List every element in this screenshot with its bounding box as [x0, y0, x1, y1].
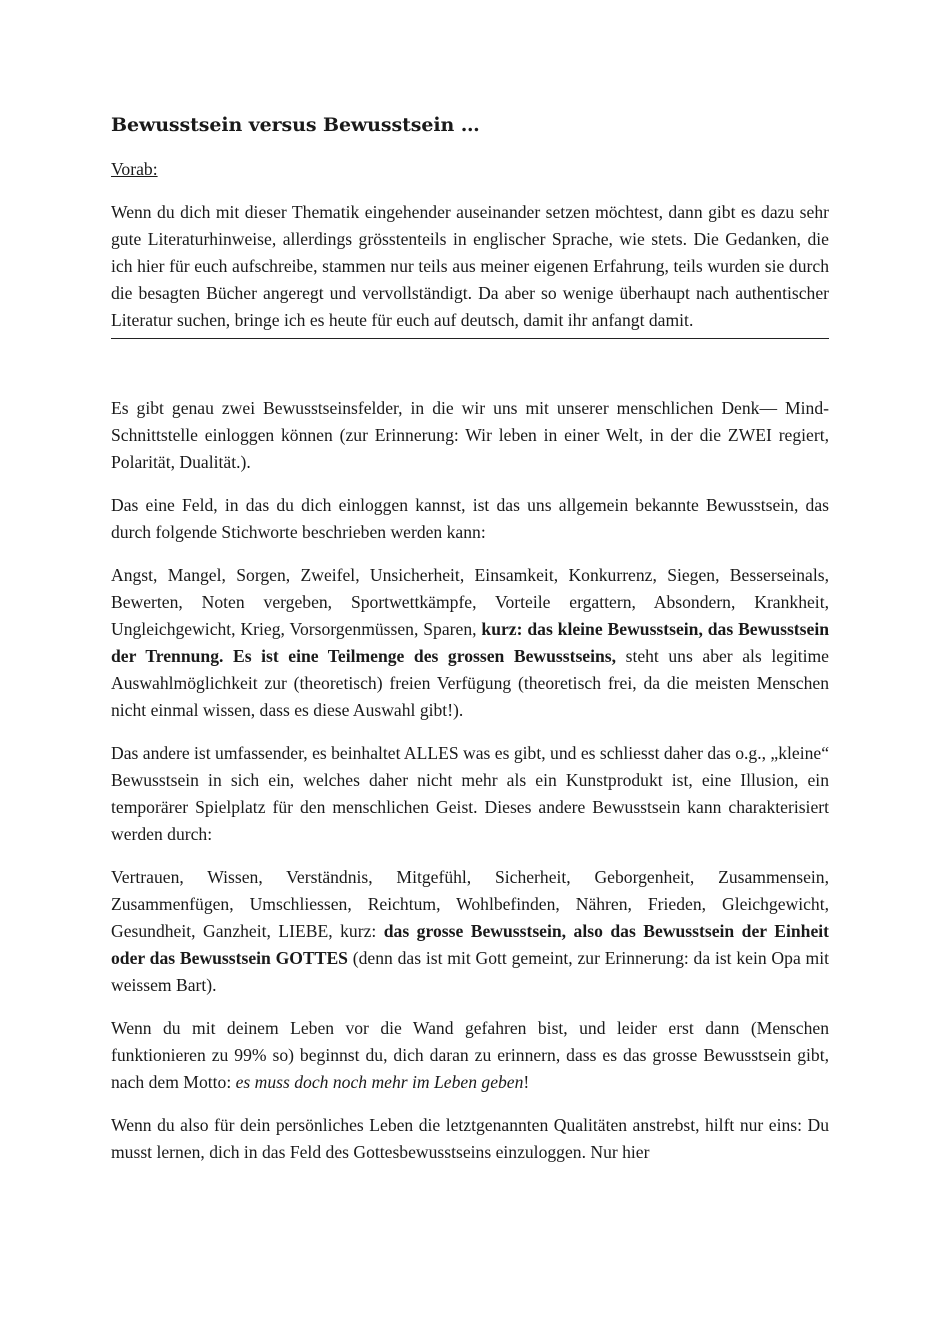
small-consciousness-tail: steht uns aber als legitime Auswahlmöglichkeit zur (theoretisch) freien Verfügung (theoretisch frei, da die meisten Menschen nicht einmal wissen, dass es diese Auswahl gibt!).: [111, 646, 829, 720]
wall-tail: !: [523, 1072, 530, 1092]
keywords-large: Vertrauen, Wissen, Verständnis, Mitgefühl, Sicherheit, Geborgenheit, Zusammensein, Zusammenfügen, Umschliessen, Reichtum, Wohlbefinden, Nähren, Frieden, Gleichgewicht, Gesundheit, Ganzheit, LIEBE, kurz:: [111, 867, 829, 941]
paragraph-other-field: Das andere ist umfassender, es beinhaltet ALLES was es gibt, und es schliesst daher das o.g., „kleine“ Bewusstsein in sich ein, welches daher nicht mehr als ein Kunstprodukt ist, eine Illusion, ein temporärer Spielplatz für den menschlichen Geist. Dieses andere Bewusstsein kann charakterisiert werden durch:: [111, 743, 830, 844]
vorab-label: Vorab:: [111, 159, 158, 179]
intro-paragraph: Wenn du dich mit dieser Thematik eingehender auseinander setzen möchtest, dann gibt es dazu sehr gute Literaturhinweise, allerdings grösstenteils in englischer Sprache, wie stets. Die Gedanken, die ich hier für euch aufschreibe, stammen nur teils aus meiner eigenen Erfahrung, teils wurden sie durch die besagten Bücher angeregt und vervollständigt. Da aber so wenige überhaupt nach authentischer Literatur suchen, bringe ich es heute für euch auf deutsch, damit ihr anfangt damit.: [111, 202, 829, 330]
italic-motto: es muss doch noch mehr im Leben geben: [235, 1072, 524, 1092]
paragraph-wall: [111, 1015, 829, 1096]
paragraph-login: Wenn du also für dein persönliches Leben die letztgenannten Qualitäten anstrebst, hilft nur eins: Du musst lernen, dich in das Feld des Gottesbewusstseins einzuloggen. Nur hier: [111, 1115, 829, 1162]
keywords-small: Angst, Mangel, Sorgen, Zweifel, Unsicherheit, Einsamkeit, Konkurrenz, Siegen, Besserseinals, Bewerten, Noten vergeben, Sportwettkämpfe, Vorteile ergattern, Absondern, Krankheit, Ungleichgewicht, Krieg, Vorsorgenmüssen, Sparen,: [111, 565, 829, 639]
bold-small-consciousness: kurz: das kleine Bewusstsein, das Bewusstsein der Trennung. Es ist eine Teilmenge des grossen Bewusstseins,: [111, 619, 829, 666]
paragraph-large-consciousness: [111, 864, 829, 999]
document-page: [111, 112, 829, 1182]
document-title: Bewusstsein versus Bewusstsein …: [111, 114, 480, 136]
large-consciousness-tail: (denn das ist mit Gott gemeint, zur Erinnerung: da ist kein Opa mit weissem Bart).: [111, 948, 830, 995]
section-divider: [111, 338, 829, 339]
paragraph-first-field: Das eine Feld, in das du dich einloggen kannst, ist das uns allgemein bekannte Bewusstsein, das durch folgende Stichworte beschrieben werden kann:: [111, 495, 829, 542]
paragraph-small-consciousness: [111, 562, 829, 724]
bold-large-consciousness: das grosse Bewusstsein, also das Bewusstsein der Einheit oder das Bewusstsein GOTTES: [111, 921, 829, 968]
paragraph-two-fields: Es gibt genau zwei Bewusstseinsfelder, in die wir uns mit unserer menschlichen Denk— Mind-Schnittstelle einloggen können (zur Erinnerung: Wir leben in einer Welt, in der die ZWEI regiert, Polarität, Dualität.).: [111, 398, 829, 472]
wall-lead: Wenn du mit deinem Leben vor die Wand gefahren bist, und leider erst dann (Menschen funktionieren zu 99% so) beginnst du, dich daran zu erinnern, dass es das grosse Bewusstsein gibt, nach dem Motto:: [111, 1018, 829, 1092]
